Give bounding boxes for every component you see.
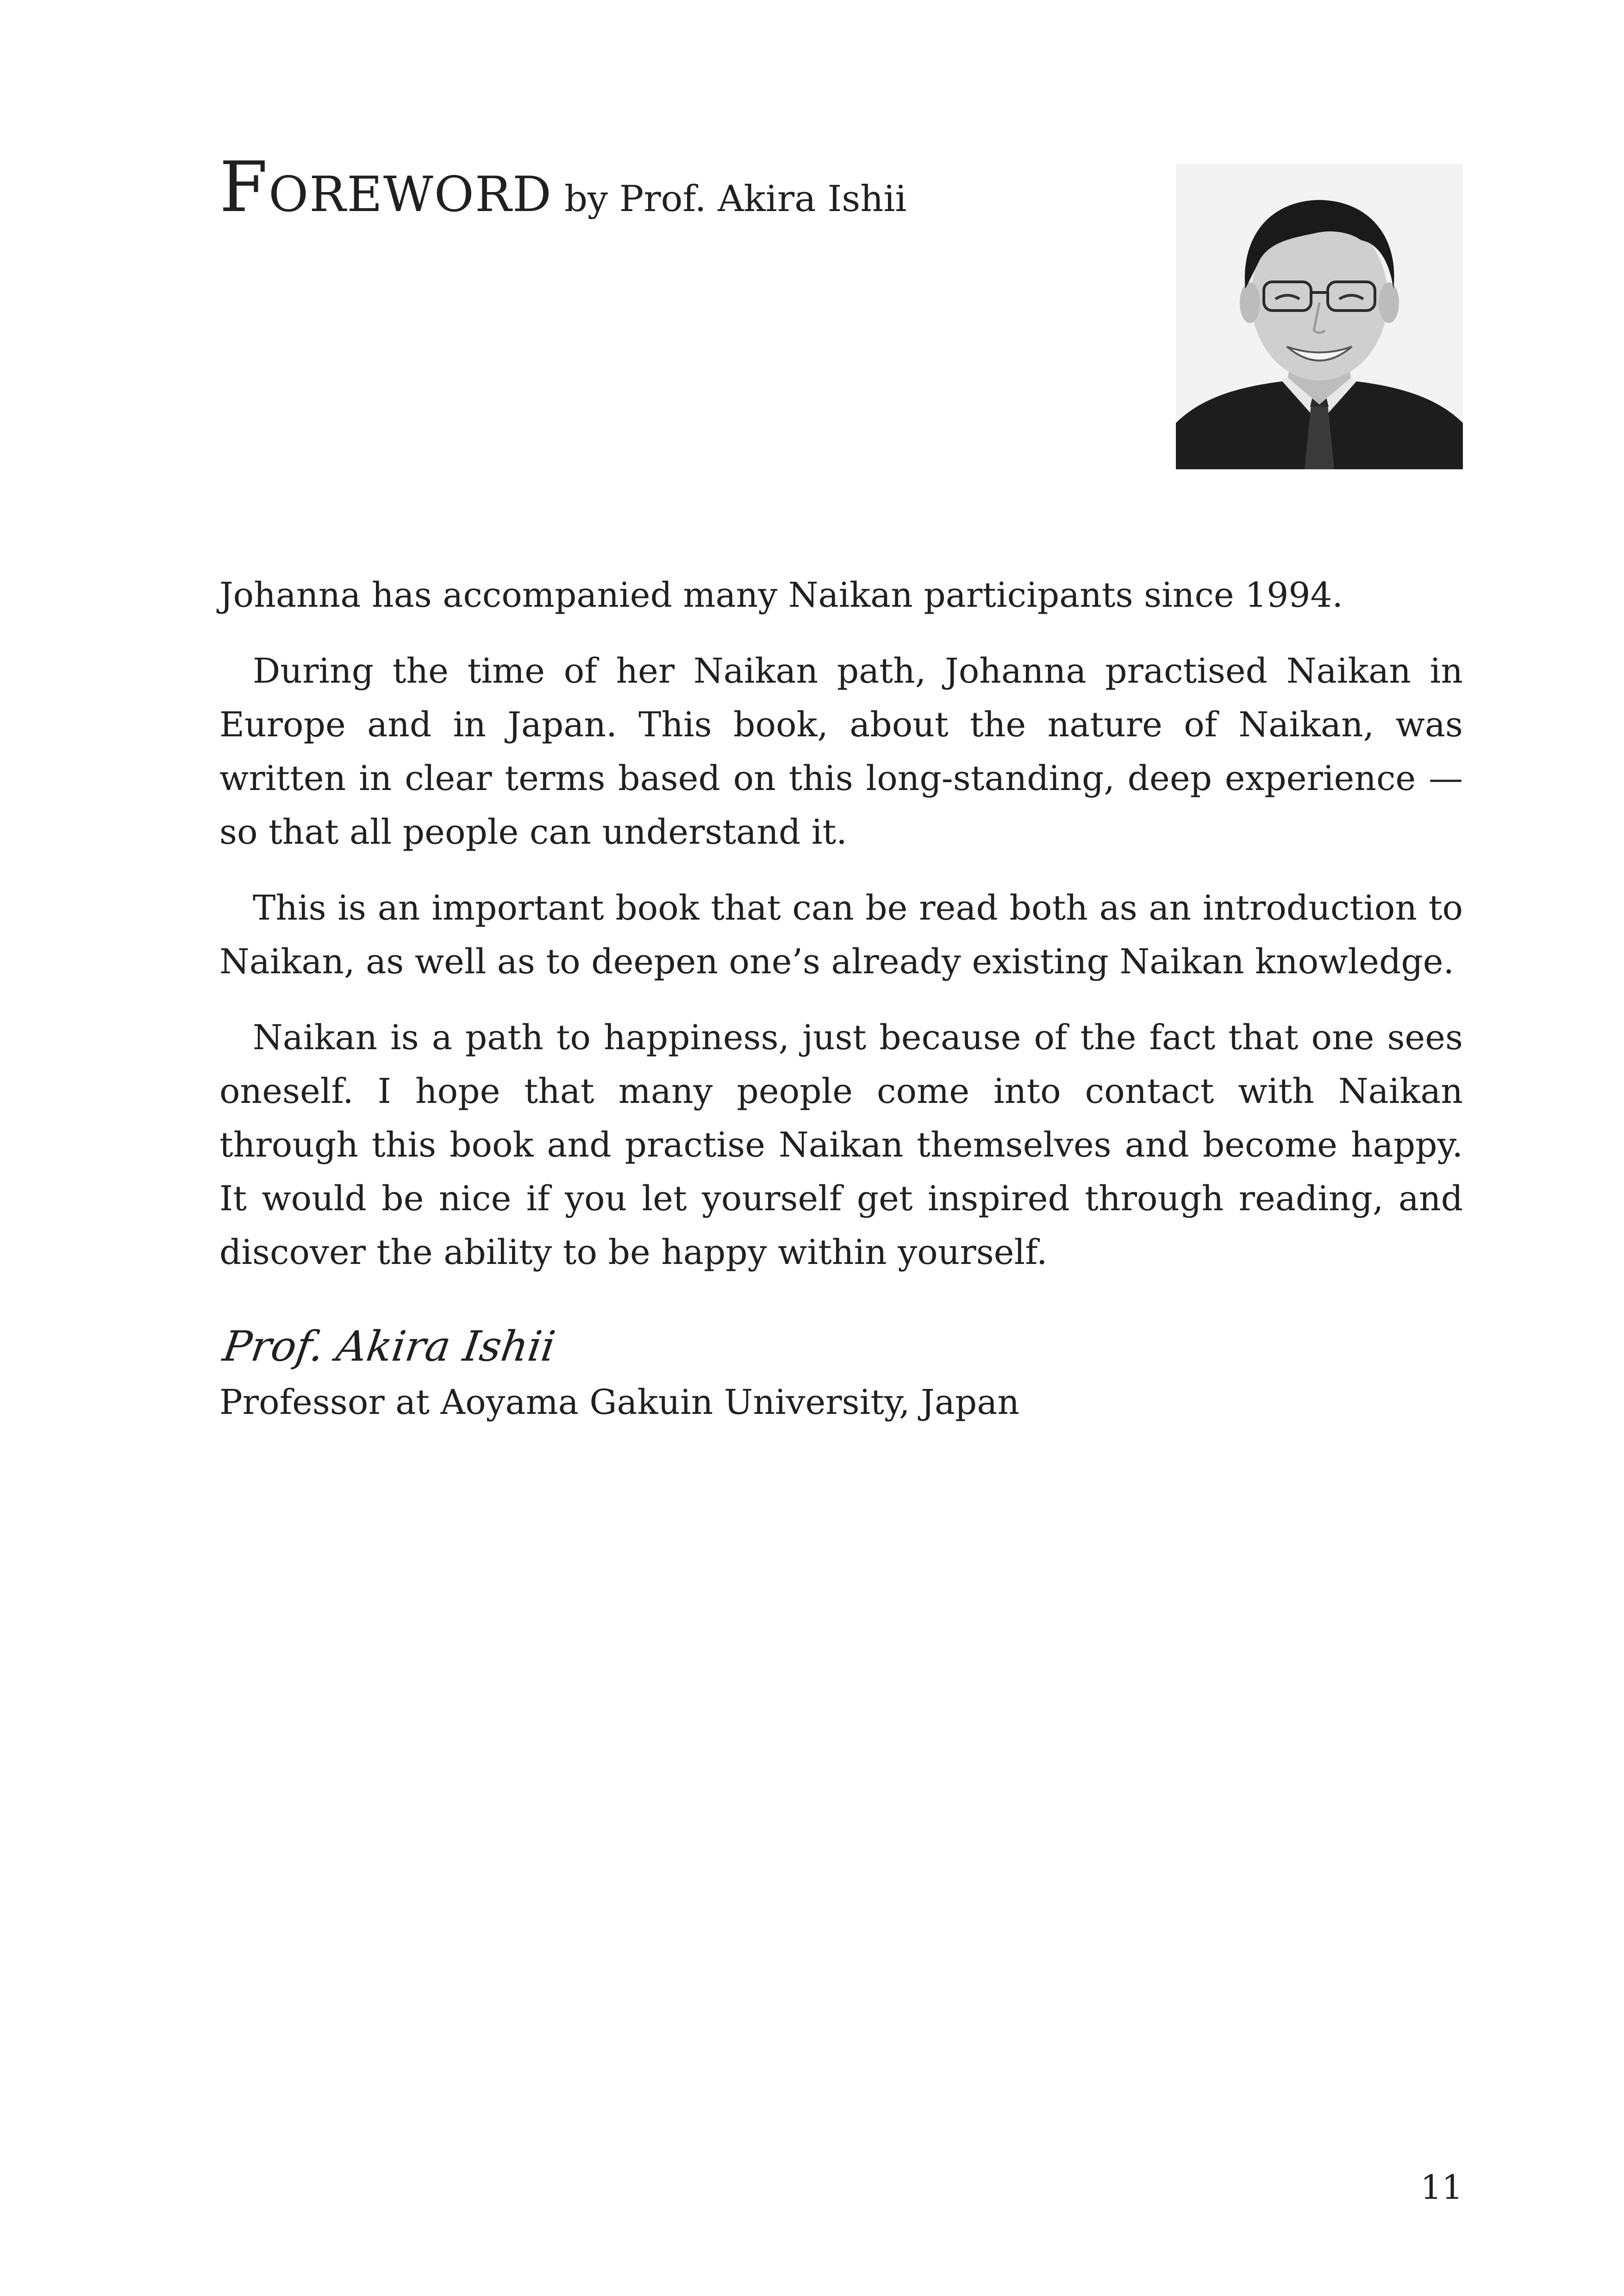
body-paragraph: Johanna has accompanied many Naikan participants since 1994. — [219, 575, 1343, 615]
foreword-body — [219, 568, 1463, 1301]
body-paragraph: Naikan is a path to happiness, just because of the fact that one sees oneself. I hope that many people come into contact with Naikan through this book and practise Naikan themselves and become happy. It would be nice if you let yourself get inspired through reading, and discover the ability to be happy within yourself. — [219, 1018, 1463, 1272]
author-portrait — [1176, 164, 1463, 469]
author-affiliation: Professor at Aoyama Gakuin University, Japan — [219, 1382, 1019, 1422]
foreword-heading: Foreword — [219, 147, 553, 228]
page-number: 11 — [1420, 2168, 1463, 2207]
foreword-byline: by Prof. Akira Ishii — [564, 178, 907, 220]
signature-name: Prof. Akira Ishii — [220, 1322, 558, 1371]
signature-block — [219, 1319, 1463, 1429]
body-paragraph: During the time of her Naikan path, Johanna practised Naikan in Europe and in Japan. This book, about the nature of Naikan, was written in clear terms based on this long-standing, deep experience — so that all people can understand it. — [219, 651, 1463, 852]
author-portrait-photo-icon — [1176, 164, 1463, 469]
body-paragraph: This is an important book that can be read both as an introduction to Naikan, as well as to deepen one’s already existing Naikan knowledge. — [219, 888, 1463, 982]
page-title — [219, 147, 907, 228]
